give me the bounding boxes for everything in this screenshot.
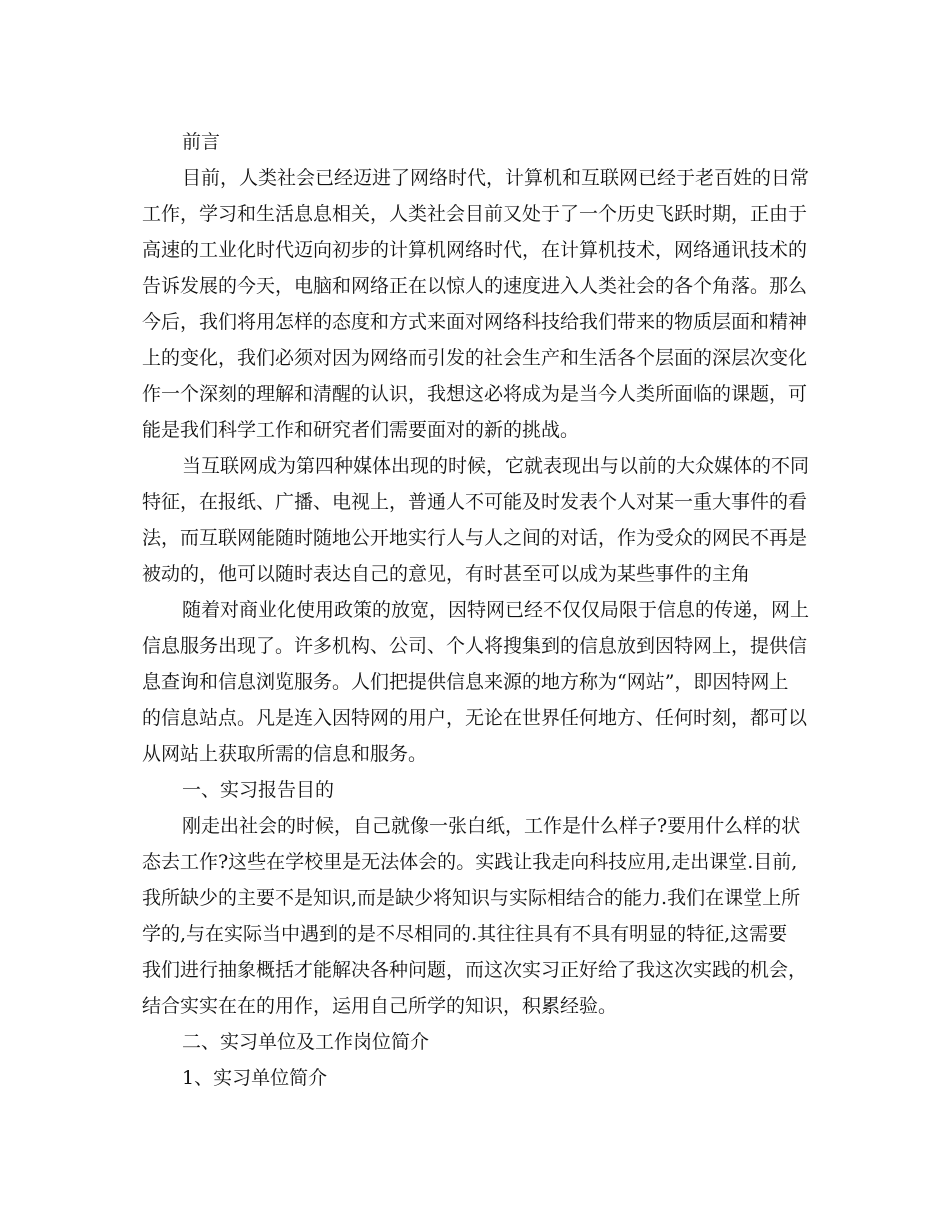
paragraph-purpose (142, 808, 806, 1024)
text-line: 告诉发展的今天，电脑和网络正在以惊人的速度进入人类社会的各个角落。那么 (142, 275, 808, 297)
text-line: 工作，学习和生活息息相关，人类社会目前又处于了一个历史飞跃时期，正由于 (142, 203, 808, 225)
document-page (142, 124, 810, 1096)
text-line: 结合实实在在的用作，运用自己所学的知识，积累经验。 (142, 995, 618, 1017)
text-line: 我所缺少的主要不是知识,而是缺少将知识与实际相结合的能力.我们在课堂上所 (142, 887, 801, 909)
subsection-heading-unit-intro: 1、实习单位简介 (182, 1067, 328, 1089)
text-line: 能是我们科学工作和研究者们需要面对的新的挑战。 (142, 419, 580, 441)
text-line: 特征，在报纸、广播、电视上，普通人不可能及时发表个人对某一重大事件的看 (142, 491, 808, 513)
text-line: 从网站上获取所需的信息和服务。 (142, 743, 428, 765)
text-line: 今后，我们将用怎样的态度和方式来面对网络科技给我们带来的物质层面和精神 (142, 311, 808, 333)
section-heading-purpose: 一、实习报告目的 (182, 779, 335, 801)
paragraph-intro (142, 160, 810, 448)
preface-heading: 前言 (182, 131, 221, 153)
text-line: 上的变化，我们必须对因为网络而引发的社会生产和生活各个层面的深层次变化 (142, 347, 808, 369)
text-line: 刚走出社会的时候，自己就像一张白纸，工作是什么样子?要用什么样的状 (182, 815, 801, 837)
text-line: 随着对商业化使用政策的放宽，因特网已经不仅仅局限于信息的传递，网上 (182, 599, 810, 621)
text-line: 学的,与在实际当中遇到的是不尽相同的.其往往具有不具有明显的特征,这需要 (142, 923, 788, 945)
text-line: 目前，人类社会已经迈进了网络时代，计算机和互联网已经于老百姓的日常 (182, 167, 810, 189)
text-line: 态去工作?这些在学校里是无法体会的。实践让我走向科技应用,走出课堂.目前, (142, 851, 798, 873)
text-line: 被动的，他可以随时表达自己的意见，有时甚至可以成为某些事件的主角 (142, 563, 751, 585)
text-line: 当互联网成为第四种媒体出现的时候，它就表现出与以前的大众媒体的不同 (182, 455, 810, 477)
text-line: 信息服务出现了。许多机构、公司、个人将搜集到的信息放到因特网上，提供信 (142, 635, 808, 657)
text-line: 息查询和信息浏览服务。人们把提供信息来源的地方称为“网站”，即因特网上 (142, 671, 789, 693)
paragraph-internet-media (142, 448, 810, 592)
text-line: 法，而互联网能随时随地公开地实行人与人之间的对话，作为受众的网民不再是 (142, 527, 808, 549)
text-line: 我们进行抽象概括才能解决各种问题，而这次实习正好给了我这次实践的机会， (142, 959, 808, 981)
text-line: 作一个深刻的理解和清醒的认识，我想这必将成为是当今人类所面临的课题，可 (142, 383, 808, 405)
text-line: 高速的工业化时代迈向初步的计算机网络时代，在计算机技术，网络通讯技术的 (142, 239, 808, 261)
section-heading-unit: 二、实习单位及工作岗位简介 (182, 1031, 430, 1053)
text-line: 的信息站点。凡是连入因特网的用户，无论在世界任何地方、任何时刻，都可以 (142, 707, 808, 729)
paragraph-commercialization (142, 592, 810, 772)
